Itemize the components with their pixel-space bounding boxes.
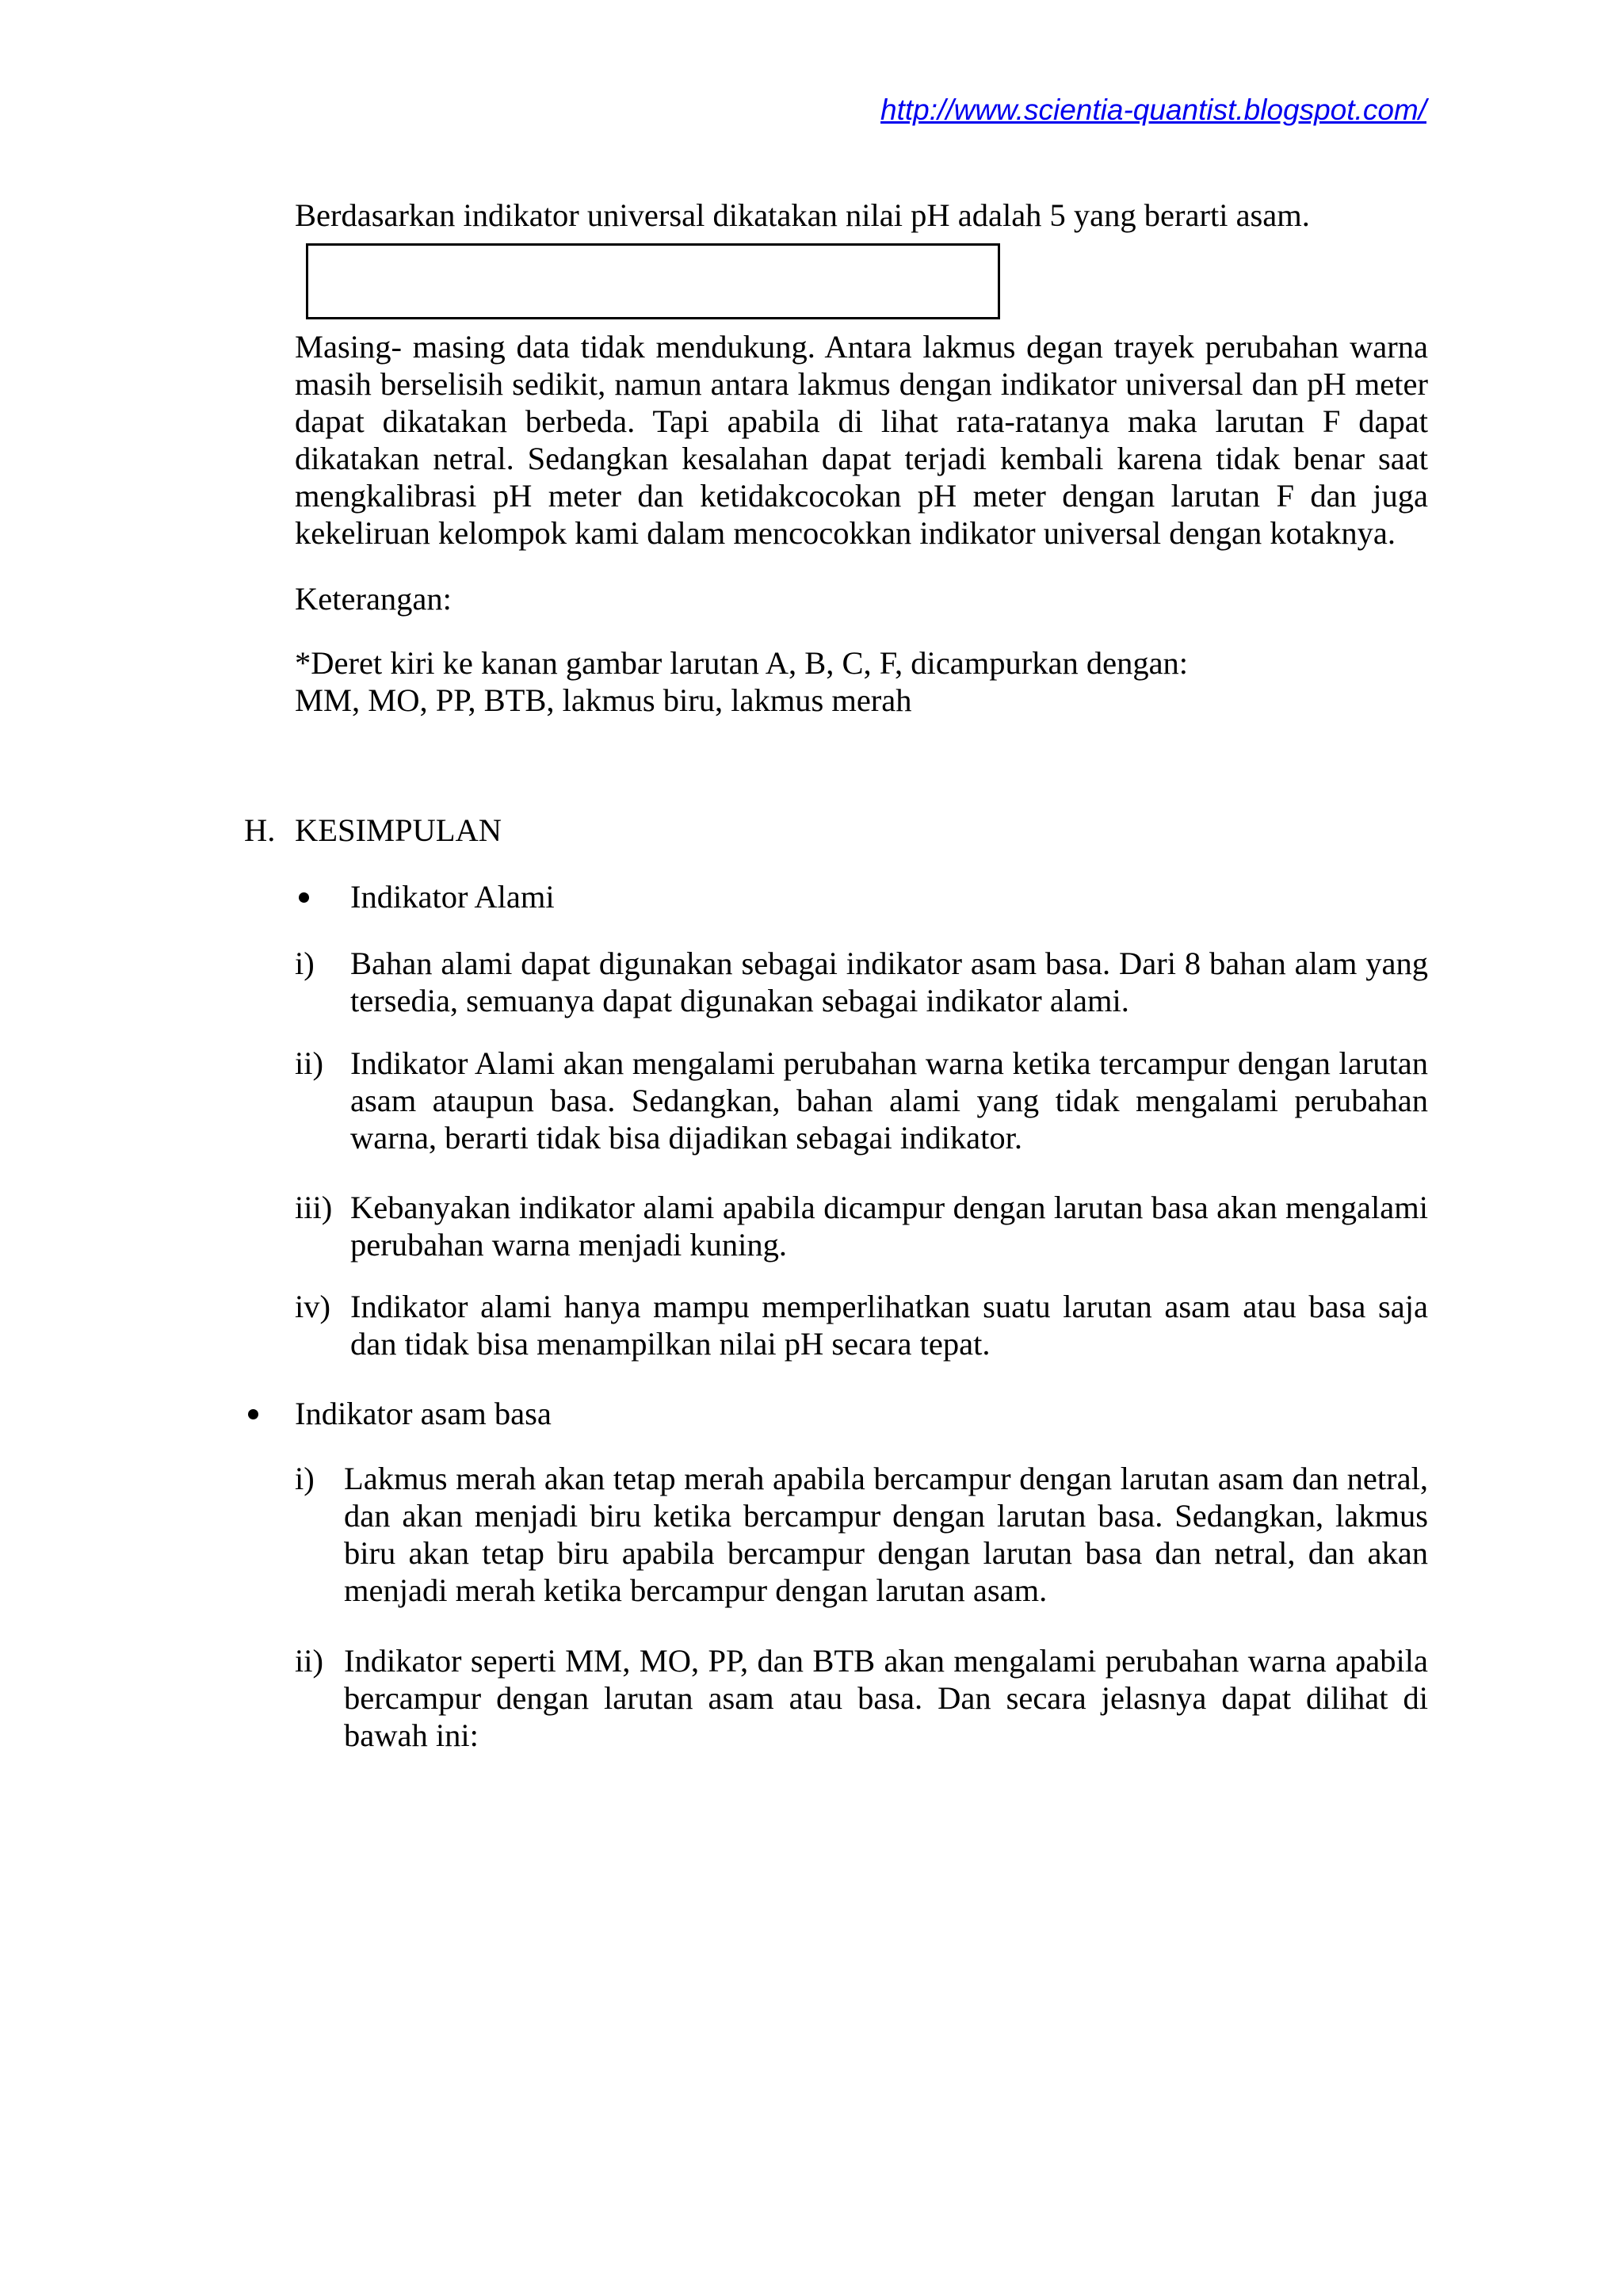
list-item <box>295 945 1428 1021</box>
keterangan-line-1: *Deret kiri ke kanan gambar larutan A, B, C, F, dicampurkan dengan: <box>295 645 1189 681</box>
list-item <box>295 1460 1428 1610</box>
list-item-marker: iv) <box>295 1289 330 1324</box>
list-item-marker: iii) <box>295 1190 333 1225</box>
bullet-heading-asam-basa: Indikator asam basa <box>295 1396 552 1431</box>
section-title: KESIMPULAN <box>295 812 502 848</box>
list-item-text: Indikator alami hanya mampu memperlihatkan suatu larutan asam atau basa saja dan tidak bisa menampilkan nilai pH secara tepat. <box>350 1289 1428 1362</box>
list-item <box>295 1045 1428 1157</box>
list-item-text: Kebanyakan indikator alami apabila dicampur dengan larutan basa akan mengalami perubahan warna menjadi kuning. <box>350 1190 1428 1263</box>
list-item-text: Bahan alami dapat digunakan sebagai indikator asam basa. Dari 8 bahan alam yang tersedia, semuanya dapat digunakan sebagai indikator alami. <box>350 946 1428 1018</box>
list-item-text: Indikator Alami akan mengalami perubahan warna ketika tercampur dengan larutan asam ataupun basa. Sedangkan, bahan alami yang tidak mengalami perubahan warna, berarti tidak bisa dijadikan sebagai indikator. <box>350 1045 1428 1156</box>
intro-paragraph: Berdasarkan indikator universal dikatakan nilai pH adalah 5 yang berarti asam. <box>295 197 1310 233</box>
keterangan-note <box>295 644 1428 719</box>
list-item-marker: ii) <box>295 1643 323 1679</box>
bullet-icon <box>248 1409 258 1419</box>
section-number: H. <box>244 812 276 848</box>
list-item-marker: ii) <box>295 1045 323 1081</box>
list-item-text: Lakmus merah akan tetap merah apabila bercampur dengan larutan asam dan netral, dan akan menjadi biru ketika bercampur dengan larutan basa. Sedangkan, lakmus biru akan tetap biru apabila bercampur dengan larutan basa dan netral, dan akan menjadi merah ketika bercampur dengan larutan asam. <box>344 1461 1428 1608</box>
list-item <box>295 1642 1428 1755</box>
list-item <box>295 1189 1428 1265</box>
bullet-heading-alami: Indikator Alami <box>350 879 555 915</box>
list-item <box>295 1288 1428 1364</box>
list-item-text: Indikator seperti MM, MO, PP, dan BTB akan mengalami perubahan warna apabila bercampur dengan larutan asam atau basa. Dan secara jelasnya dapat dilihat di bawah ini: <box>344 1643 1428 1753</box>
keterangan-line-2: MM, MO, PP, BTB, lakmus biru, lakmus merah <box>295 682 912 718</box>
empty-text-box <box>306 243 1000 319</box>
keterangan-label: Keterangan: <box>295 581 452 617</box>
header-url-link[interactable]: http://www.scientia-quantist.blogspot.com/ <box>880 94 1426 126</box>
bullet-icon <box>299 892 309 903</box>
analysis-paragraph: Masing- masing data tidak mendukung. Antara lakmus degan trayek perubahan warna masih berselisih sedikit, namun antara lakmus dengan indikator universal dan pH meter dapat dikatakan berbeda. Tapi apabila di lihat rata-ratanya maka larutan F dapat dikatakan netral. Sedangkan kesalahan dapat terjadi kembali karena tidak benar saat mengkalibrasi pH meter dan ketidakcocokan pH meter dengan larutan F dan juga kekeliruan kelompok kami dalam mencocokkan indikator universal dengan kotaknya. <box>295 329 1428 551</box>
list-item-marker: i) <box>295 1461 315 1496</box>
list-item-marker: i) <box>295 946 315 981</box>
section-heading-kesimpulan <box>244 812 502 849</box>
